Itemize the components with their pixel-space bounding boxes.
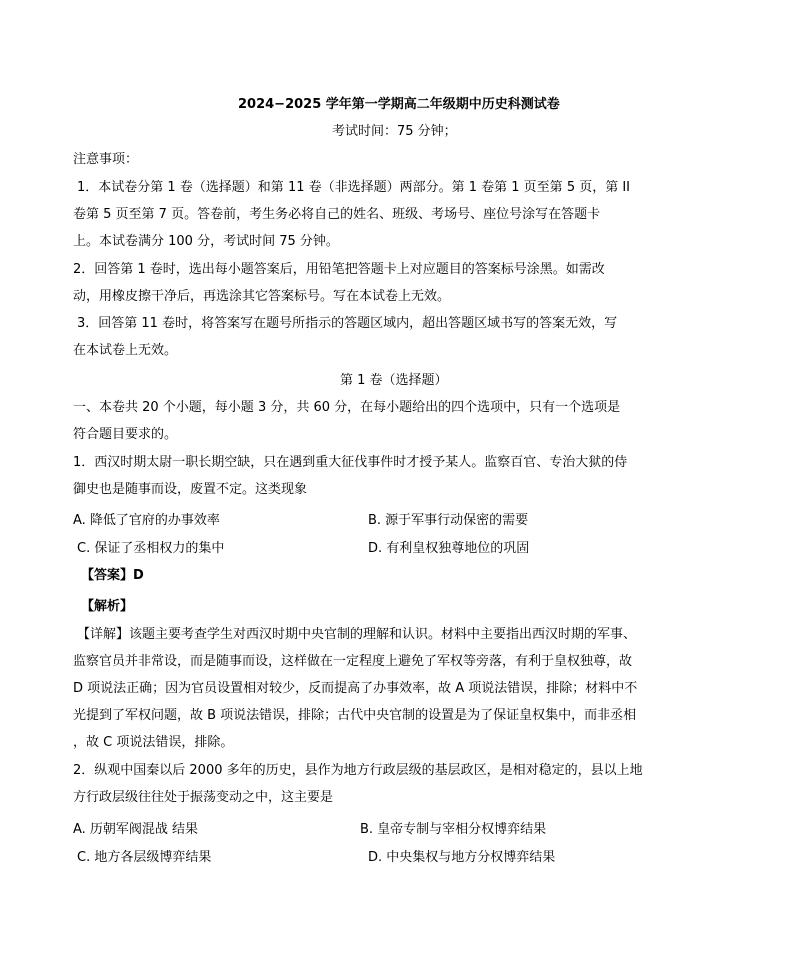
exam-time: 考试时间：75 分钟； [332,124,457,139]
question-stem: 2．纵观中国秦以后 2000 多年的历史，县作为地方行政层级的基层政区，是相对稳定的，县以上地 [73,763,643,778]
section-intro: 符合题目要求的。 [73,427,178,442]
analysis-detail: 【详解】该题主要考查学生对西汉时期中央官制的理解和认识。材料中主要指出西汉时期的军事、 [77,627,637,642]
option-b: B. 皇帝专制与宰相分权博弈结果 [360,822,547,837]
notice-line: 在本试卷上无效。 [73,343,178,358]
section-title: 第 1 卷（选择题） [340,373,448,388]
notice-line: 动，用橡皮擦干净后，再选涂其它答案标号。写在本试卷上无效。 [73,289,451,304]
notice-line: 3．回答第 11 卷时，将答案写在题号所指示的答题区域内，超出答题区域书写的答案无效，写 [77,316,618,331]
exam-title: 2024−2025 学年第一学期高二年级期中历史科测试卷 [238,97,560,112]
notice-line: 上。本试卷满分 100 分，考试时间 75 分钟。 [73,234,339,249]
option-a: A. 历朝军阀混战 结果 [73,822,199,837]
analysis-label: 【解析】 [81,599,134,614]
answer-label: 【答案】D [81,568,144,583]
option-d: D. 中央集权与地方分权博弈结果 [368,850,556,865]
option-a: A. 降低了官府的办事效率 [73,513,220,528]
question-stem: 1．西汉时期太尉一职长期空缺，只在遇到重大征伐事件时才授予某人。监察百官、专治大狱的侍 [73,455,628,470]
notice-heading: 注意事项： [73,152,139,167]
section-intro: 一、本卷共 20 个小题，每小题 3 分，共 60 分，在每小题给出的四个选项中，只有一个选项是 [73,400,621,415]
option-c: C. 保证了丞相权力的集中 [77,541,225,556]
option-d: D. 有利皇权独尊地位的巩固 [368,541,530,556]
analysis-detail: D 项说法正确；因为官员设置相对较少，反而提高了办事效率，故 A 项说法错误，排除；材料中不 [73,681,638,696]
notice-line: 卷第 5 页至第 7 页。答卷前，考生务必将自己的姓名、班级、考场号、座位号涂写在答题卡 [73,207,601,222]
question-stem: 方行政层级往往处于振荡变动之中，这主要是 [73,790,334,805]
question-stem: 御史也是随事而设，废置不定。这类现象 [73,482,308,497]
option-c: C. 地方各层级博弈结果 [77,850,212,865]
notice-line: 1．本试卷分第 1 卷（选择题）和第 11 卷（非选择题）两部分。第 1 卷第 1 页至第 5 页，第 II [77,180,631,195]
notice-line: 2．回答第 1 卷时，选出每小题答案后，用铅笔把答题卡上对应题目的答案标号涂黑。如需改 [73,262,605,277]
analysis-detail: 光提到了军权问题，故 B 项说法错误，排除；古代中央官制的设置是为了保证皇权集中，而非丞相 [73,708,637,723]
option-b: B. 源于军事行动保密的需要 [368,513,529,528]
analysis-detail: 监察官员并非常设，而是随事而设，这样做在一定程度上避免了军权等旁落，有利于皇权独尊，故 [73,654,633,669]
analysis-detail: ，故 C 项说法错误，排除。 [73,735,234,750]
